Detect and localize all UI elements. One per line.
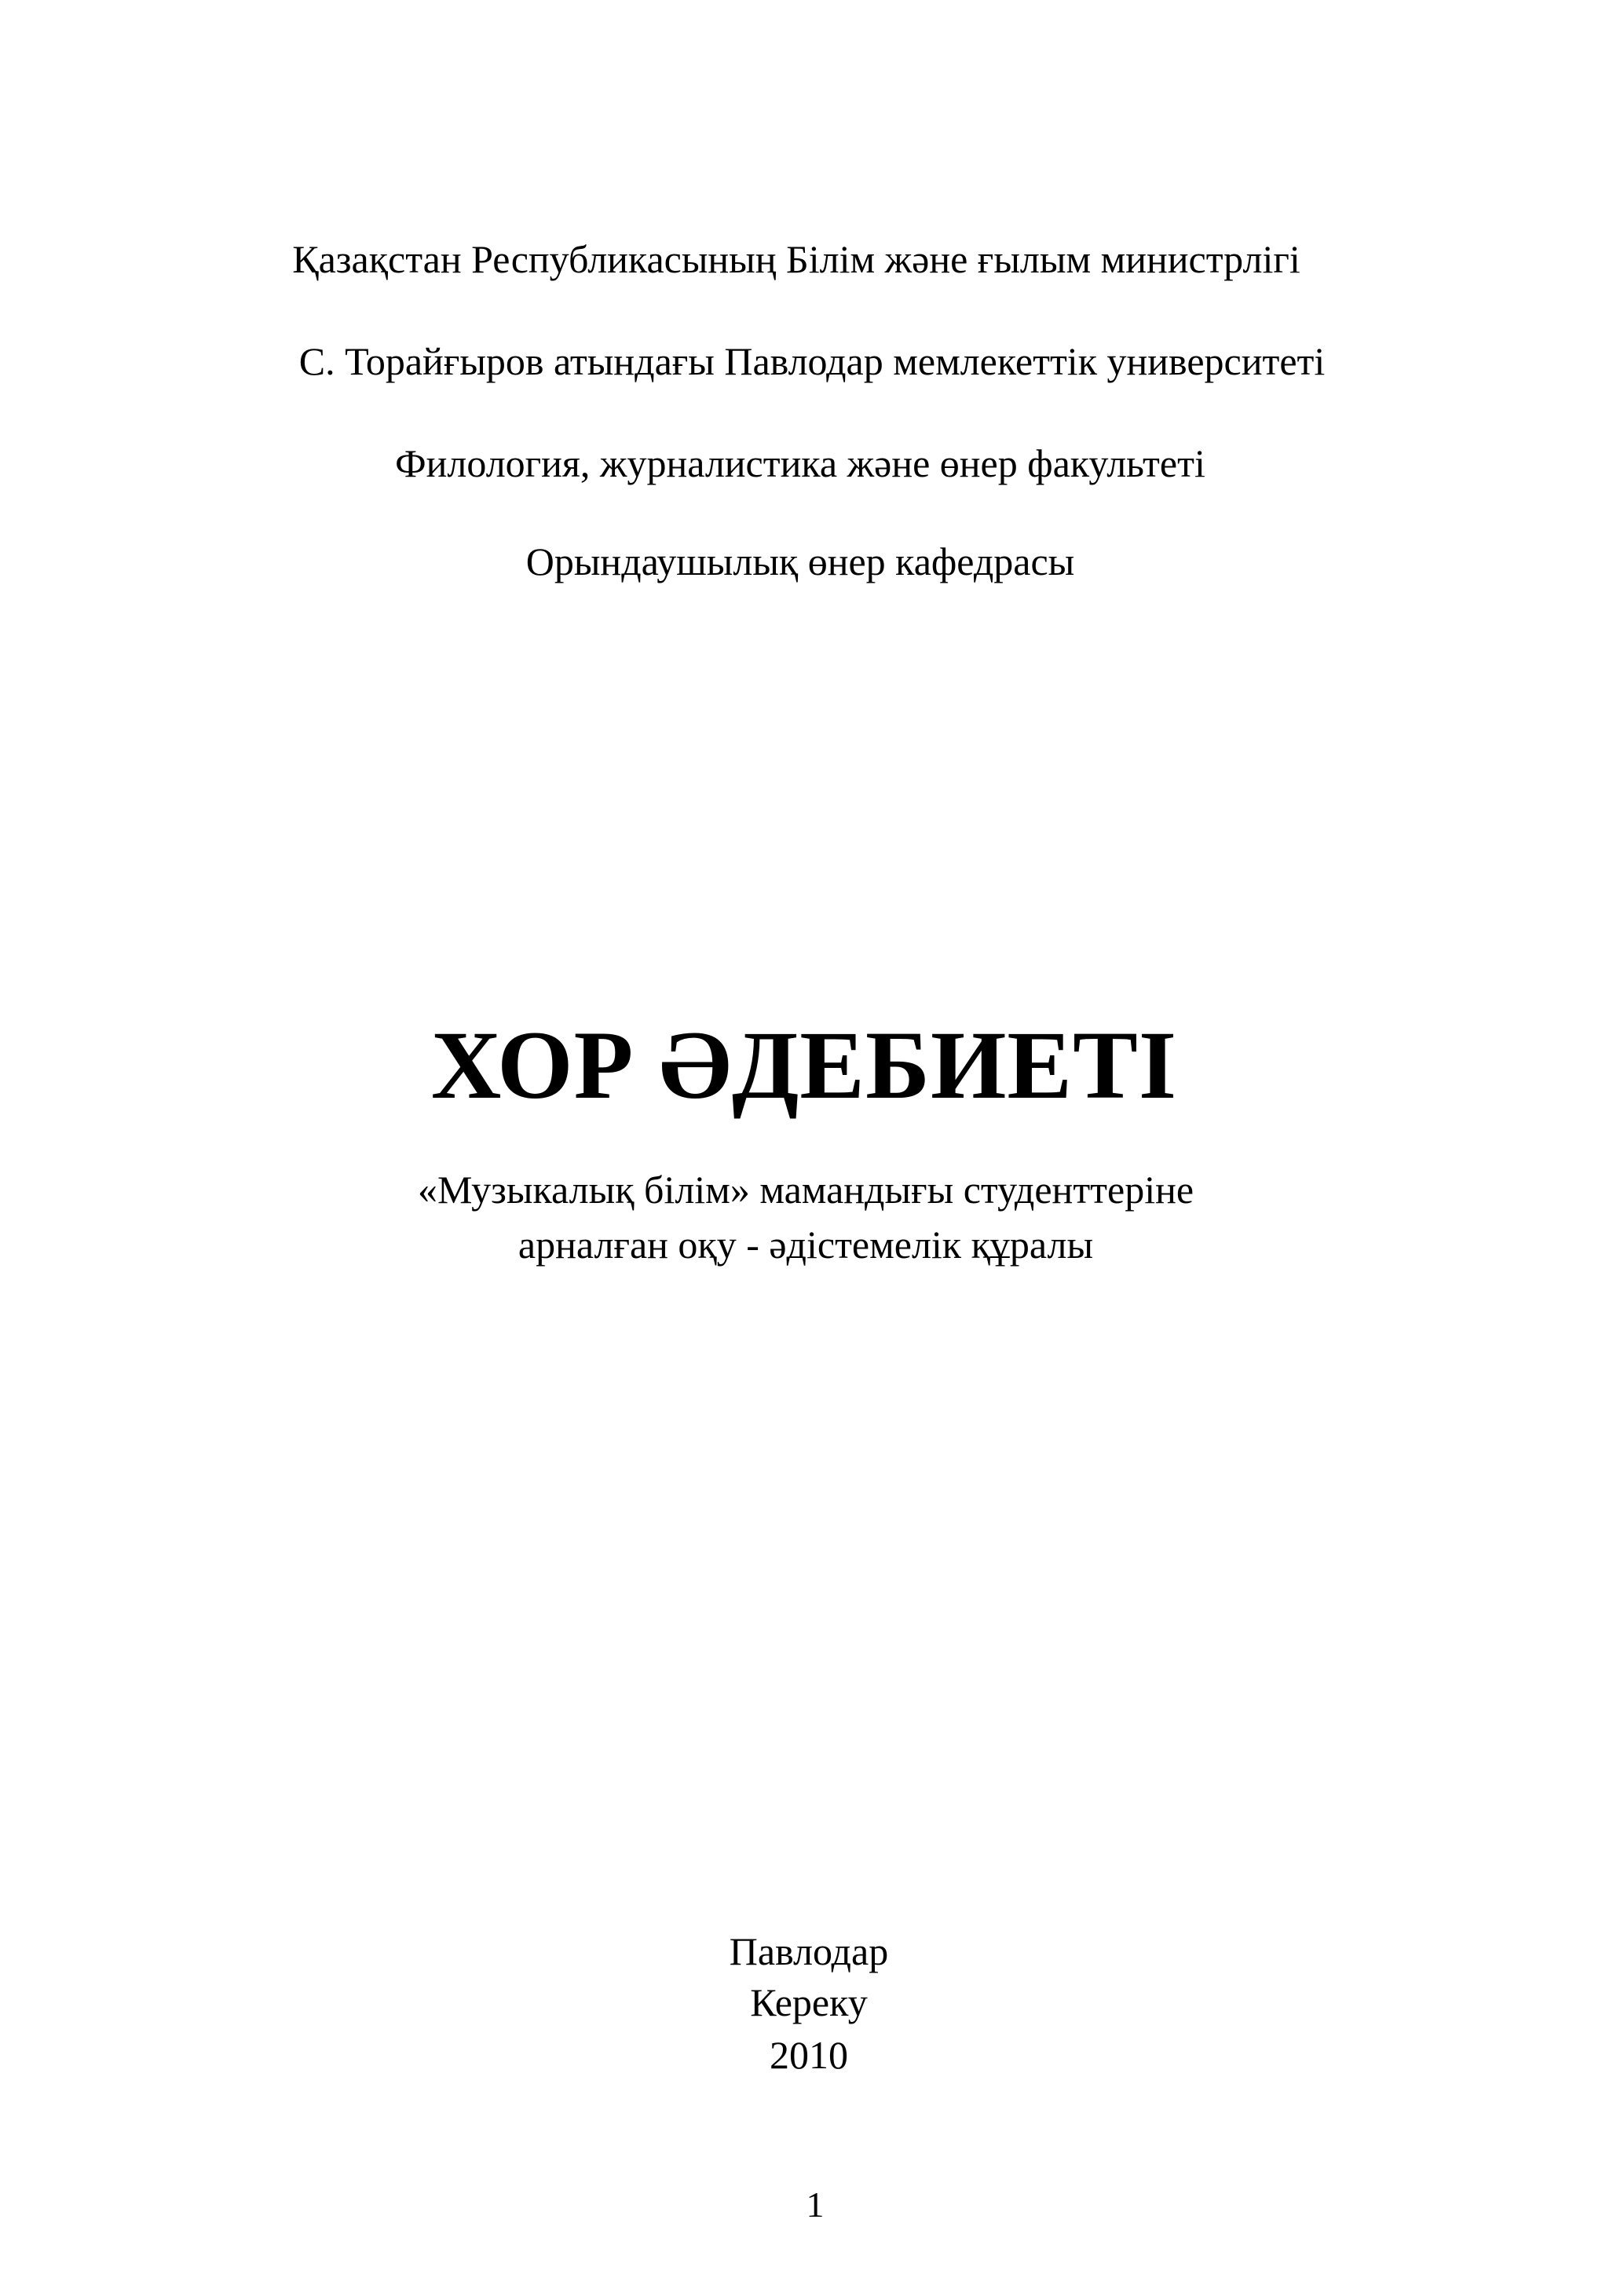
imprint-publisher: Кереку: [750, 1980, 868, 2024]
document-title: ХОР ӘДЕБИЕТІ: [430, 1011, 1178, 1119]
imprint-city: Павлодар: [729, 1929, 889, 1973]
page-number: 1: [806, 2184, 825, 2225]
subtitle-line-1: «Музыкалық білім» мамандығы студенттеріне: [417, 1168, 1194, 1212]
ministry-line: Қазақстан Республикасының Білім және ғылым министрлігі: [292, 237, 1300, 281]
faculty-line: Филология, журналистика және өнер факультеті: [395, 441, 1205, 485]
university-line: С. Торайғыров атындағы Павлодар мемлекеттік университеті: [298, 339, 1326, 383]
department-line: Орындаушылық өнер кафедрасы: [525, 539, 1075, 583]
subtitle-line-2: арналған оқу - әдістемелік құралы: [518, 1223, 1094, 1267]
imprint-year: 2010: [770, 2033, 848, 2077]
